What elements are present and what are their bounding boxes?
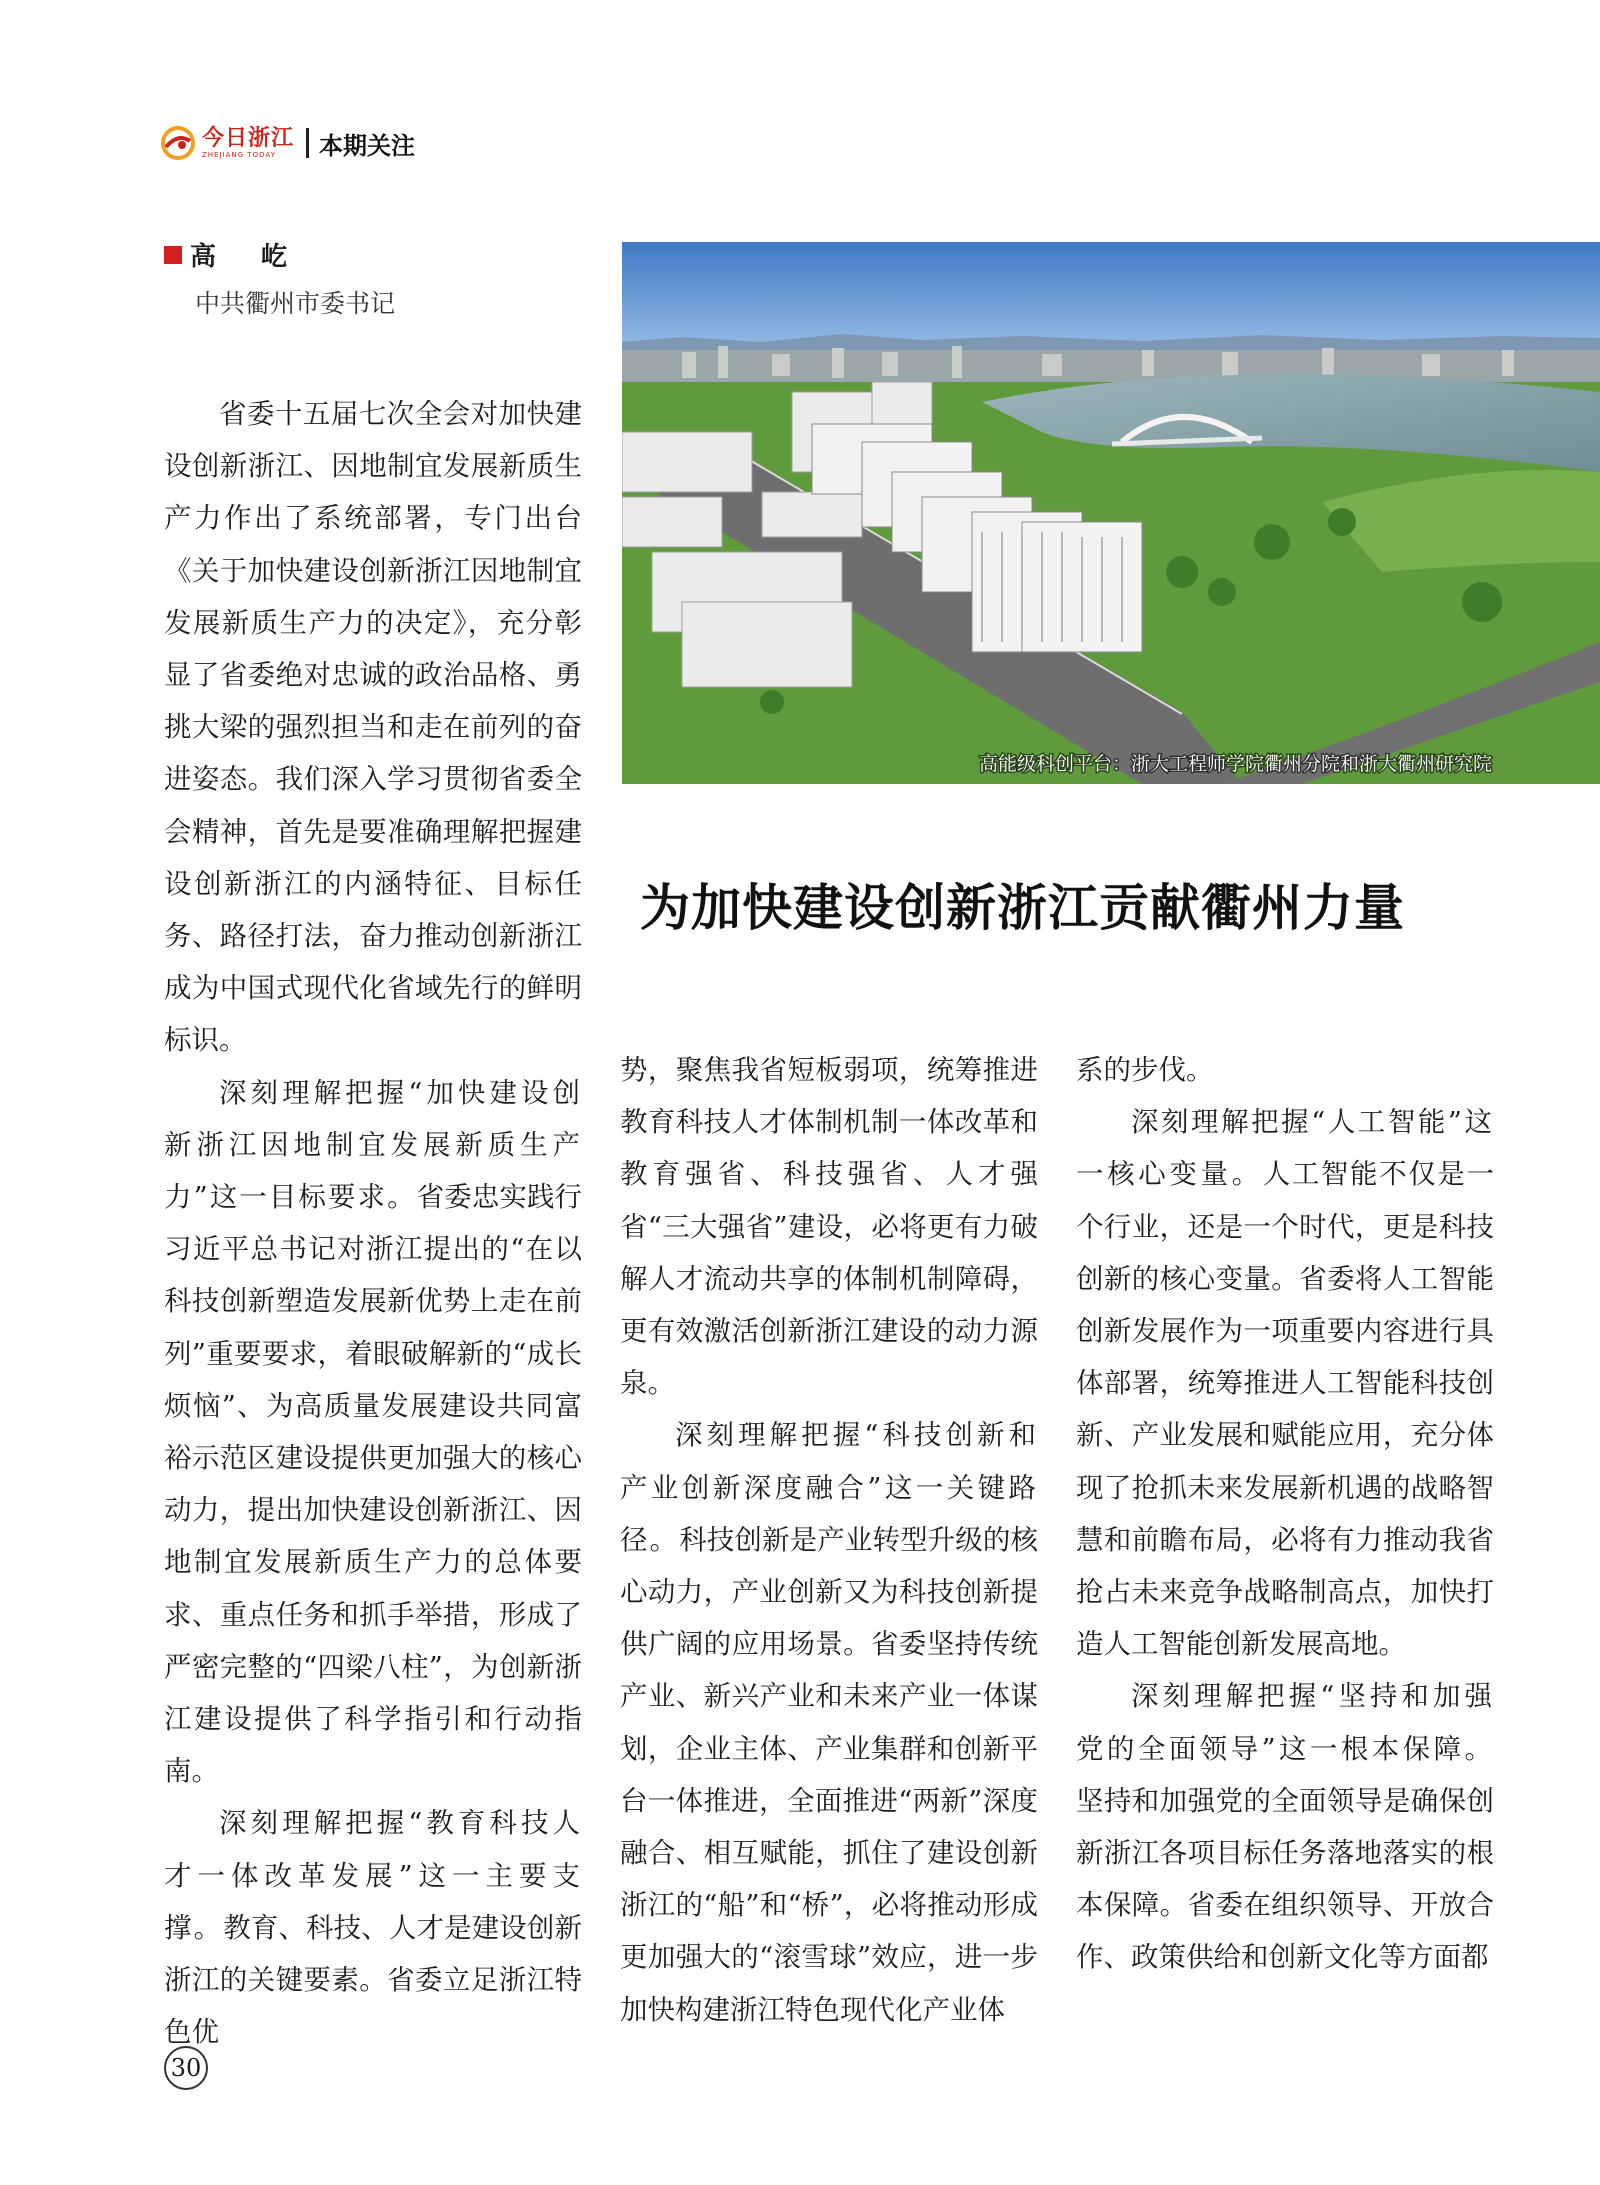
section-lead: 深刻理解把握“加快建设创新浙江因地制宜发展新质生产力”这一目标要求。 [164,1076,582,1214]
campus-aerial-image [622,242,1600,784]
paragraph-body: 坚持和加强党的全面领导是确保创新浙江各项目标任务落地落实的根本保障。省委在组织领导、开放合作、政策供给和创新文化等方面都 [1076,1784,1494,1974]
section-lead: 深刻理解把握“坚持和加强党的全面领导”这一根本保障。 [1076,1680,1494,1765]
paragraph-body: 省委忠实践行习近平总书记对浙江提出的“在以科技创新塑造发展新优势上走在前列”重要要求，着眼破解新的“成长烦恼”、为高质量发展建设共同富裕示范区建设提供更加强大的核心动力，提出加快建设创新浙江、因地制宜发展新质生产力的总体要求、重点任务和抓手举措，形成了严密完整的“四梁八柱”，为创新浙江建设提供了科学指引和行动指南。 [164,1181,583,1788]
logo-icon [160,125,196,161]
logo-cn: 今日浙江 [202,125,295,151]
paragraph [164,1797,582,2058]
paragraph [1076,1670,1494,1983]
logo-en: ZHEJIANG TODAY [202,151,276,159]
paragraph [1076,1096,1494,1670]
author-title: 中共衢州市委书记 [195,289,396,318]
article-column-1 [164,388,582,2059]
section-title: 本期关注 [319,131,416,160]
paragraph-body: 教育、科技、人才是建设创新浙江的关键要素。省委立足浙江特色优 [164,1911,583,2049]
paragraph: 势，聚焦我省短板弱项，统筹推进教育科技人才体制机制一体改革和教育强省、科技强省、人才强省“三大强省”建设，必将更有力破解人才流动共享的体制机制障碍，更有效激活创新浙江建设的动力源泉。 [620,1054,1038,1400]
paragraph [620,1409,1038,2035]
aerial-photo [622,242,1600,784]
section-lead: 深刻理解把握“教育科技人才一体改革发展”这一主要支撑。 [164,1807,582,1944]
paragraph-body: 人工智能不仅是一个行业，还是一个时代，更是科技创新的核心变量。省委将人工智能创新发展作为一项重要内容进行具体部署，统筹推进人工智能科技创新、产业发展和赋能应用，充分体现了抢抓未来发展新机遇的战略智慧和前瞻布局，必将有力推动我省抢占未来竞争战略制高点，加快打造人工智能创新发展高地。 [1076,1158,1495,1661]
paragraph-body: 科技创新是产业转型升级的核心动力，产业创新又为科技创新提供广阔的应用场景。省委坚持传统产业、新兴产业和未来产业一体谋划，企业主体、产业集群和创新平台一体推进，全面推进“两新”深度融合、相互赋能，抓住了建设创新浙江的“船”和“桥”，必将推动形成更加强大的“滚雪球”效应，进一步加快构建浙江特色现代化产业体 [620,1523,1039,2026]
article-column-3 [1076,1044,1494,1984]
masthead [160,118,415,168]
photo-caption: 高能级科创平台：浙大工程师学院衢州分院和浙大衢州研究院 [978,753,1492,775]
article-headline: 为加快建设创新浙江贡献衢州力量 [640,878,1405,937]
section-lead: 深刻理解把握“人工智能”这一核心变量。 [1076,1106,1494,1191]
author-name: 高 屹 [190,242,306,272]
section-lead: 深刻理解把握“科技创新和产业创新深度融合”这一关键路径。 [620,1419,1038,1556]
author-byline [164,236,305,273]
page-number: 30 [164,2046,208,2090]
paragraph: 省委十五届七次全会对加快建设创新浙江、因地制宜发展新质生产力作出了系统部署，专门出台《关于加快建设创新浙江因地制宜发展新质生产力的决定》，充分彰显了省委绝对忠诚的政治品格、勇挑大梁的强烈担当和走在前列的奋进姿态。我们深入学习贯彻省委全会精神，首先是要准确理解把握建设创新浙江的内涵特征、目标任务、路径打法，奋力推动创新浙江成为中国式现代化省域先行的鲜明标识。 [164,398,582,1057]
logo-wordmark [202,127,294,159]
paragraph [164,1067,582,1798]
paragraph: 系的步伐。 [1076,1054,1214,1086]
red-square-icon [164,246,182,264]
header-divider [306,128,309,158]
article-column-2 [620,1044,1038,2036]
